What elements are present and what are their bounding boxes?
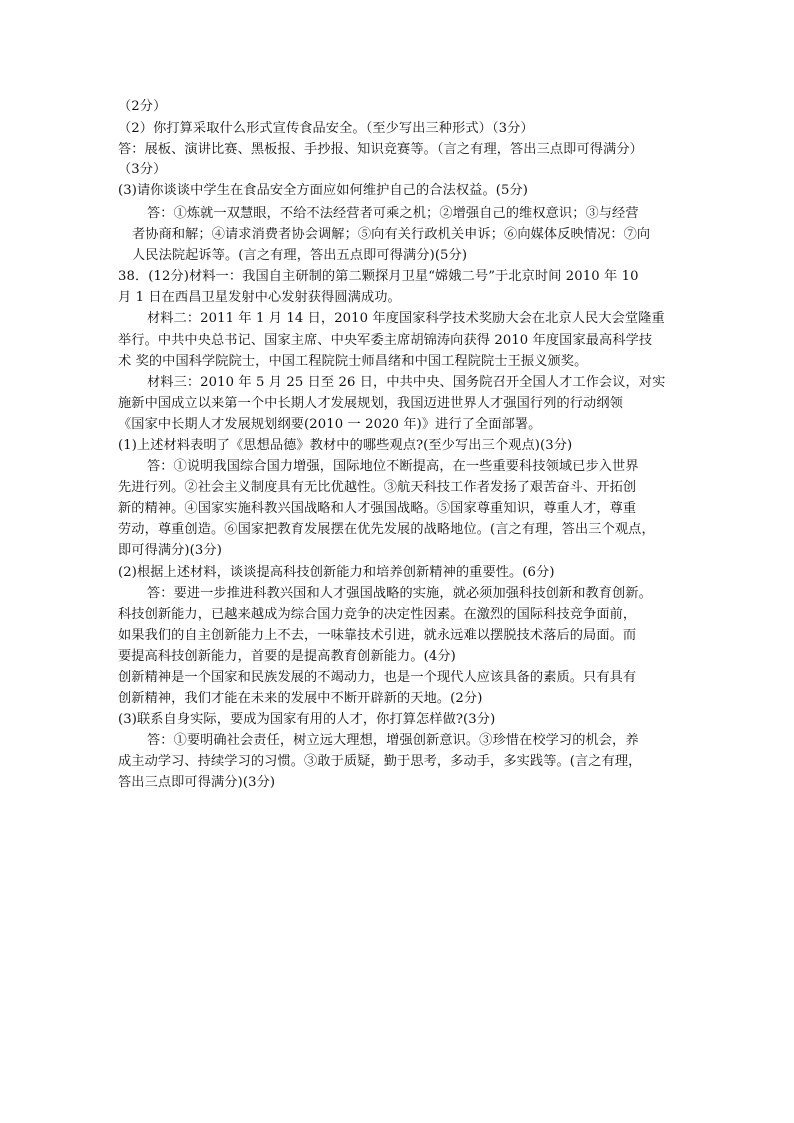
text-line: 《国家中长期人才发展规划纲要(2010 一 2020 年)》进行了全面部署。	[118, 417, 542, 432]
text-line: 举行。中共中央总书记、国家主席、中央军委主席胡锦涛向获得 2010 年度国家最高科学技	[118, 333, 653, 348]
text-line: 材料二：2011 年 1 月 14 日，2010 年度国家科学技术奖励大会在北京人民大会堂隆重	[147, 311, 665, 326]
text-line: 38．(12分)材料一：我国自主研制的第二颗探月卫星“嫦娥二号”于北京时间 2010 年 10	[118, 269, 639, 284]
text-line: 要提高科技创新能力，首要的是提高教育创新能力。(4分)	[118, 649, 456, 664]
text-line: 成主动学习、持续学习的习惯。③敢于质疑，勤于思考，多动手，多实践等。(言之有理，	[118, 754, 642, 769]
text-line: 如果我们的自主创新能力上不去，一味靠技术引进，就永远难以摆脱技术落后的局面。而	[118, 628, 637, 643]
text-line: （2分）	[118, 99, 167, 114]
text-line: 术 奖的中国科学院院士，中国工程院院士师昌绪和中国工程院院士王振义颁奖。	[118, 354, 588, 369]
text-line: 材料三：2010 年 5 月 25 日至 26 日，中共中央、国务院召开全国人才工作会议，对实	[147, 375, 666, 390]
text-line: 人民法院起诉等。(言之有理，答出五点即可得满分)(5分)	[132, 248, 468, 263]
text-line: 施新中国成立以来第一个中长期人才发展规划，我国迈进世界人才强国行列的行动纲领	[118, 396, 623, 411]
text-line: 答：①要明确社会责任，树立远大理想，增强创新意识。③珍惜在校学习的机会，养	[147, 733, 639, 748]
text-line: (3)联系自身实际，要成为国家有用的人才，你打算怎样做?(3分)	[118, 712, 496, 727]
text-line: 新的精神。④国家实施科教兴国战略和人才强国战略。⑤国家尊重知识，尊重人才，尊重	[118, 501, 637, 516]
text-line: 月 1 日在西昌卫星发射中心发射获得圆满成功。	[118, 290, 401, 305]
text-line: (3)请你谈谈中学生在食品安全方面应如何维护自己的合法权益。(5分)	[118, 183, 529, 198]
text-line: （3分）	[118, 162, 167, 177]
text-line: (1)上述材料表明了《思想品德》教材中的哪些观点?(至少写出三个观点)(3分)	[118, 438, 573, 453]
text-line: 创新精神，我们才能在未来的发展中不断开辟新的天地。(2分)	[118, 691, 483, 706]
text-line: 答出三点即可得满分)(3分)	[118, 775, 276, 790]
text-line: 先进行列。②社会主义制度具有无比优越性。③航天科技工作者发扬了艰苦奋斗、开拓创	[118, 480, 637, 495]
text-line: 答：要进一步推进科教兴国和人才强国战略的实施，就必须加强科技创新和教育创新。	[147, 586, 652, 601]
text-line: （2）你打算采取什么形式宣传食品安全。（至少写出三种形式）（3分）	[118, 121, 534, 136]
text-line: 劳动，尊重创造。⑥国家把教育发展摆在优先发展的战略地位。(言之有理，答出三个观点，	[118, 522, 655, 537]
text-line: 创新精神是一个国家和民族发展的不竭动力，也是一个现代人应该具备的素质。只有具有	[118, 670, 637, 685]
text-line: 答：①炼就一双慧眼，不给不法经营者可乘之机；②增强自己的维权意识；③与经营	[147, 206, 639, 221]
text-line: 答：展板、演讲比赛、黑板报、手抄报、知识竞赛等。（言之有理，答出三点即可得满分）	[118, 142, 643, 157]
text-line: 答：①说明我国综合国力增强，国际地位不断提高，在一些重要科技领域已步入世界	[147, 459, 639, 474]
text-line: 者协商和解；④请求消费者协会调解；⑤向有关行政机关申诉；⑥向媒体反映情况：⑦向	[132, 227, 651, 242]
text-line: 科技创新能力，已越来越成为综合国力竞争的决定性因素。在激烈的国际科技竞争面前，	[118, 607, 637, 622]
text-line: 即可得满分)(3分)	[118, 543, 222, 558]
text-line: (2)根据上述材料，谈谈提高科技创新能力和培养创新精神的重要性。(6分)	[118, 565, 555, 580]
